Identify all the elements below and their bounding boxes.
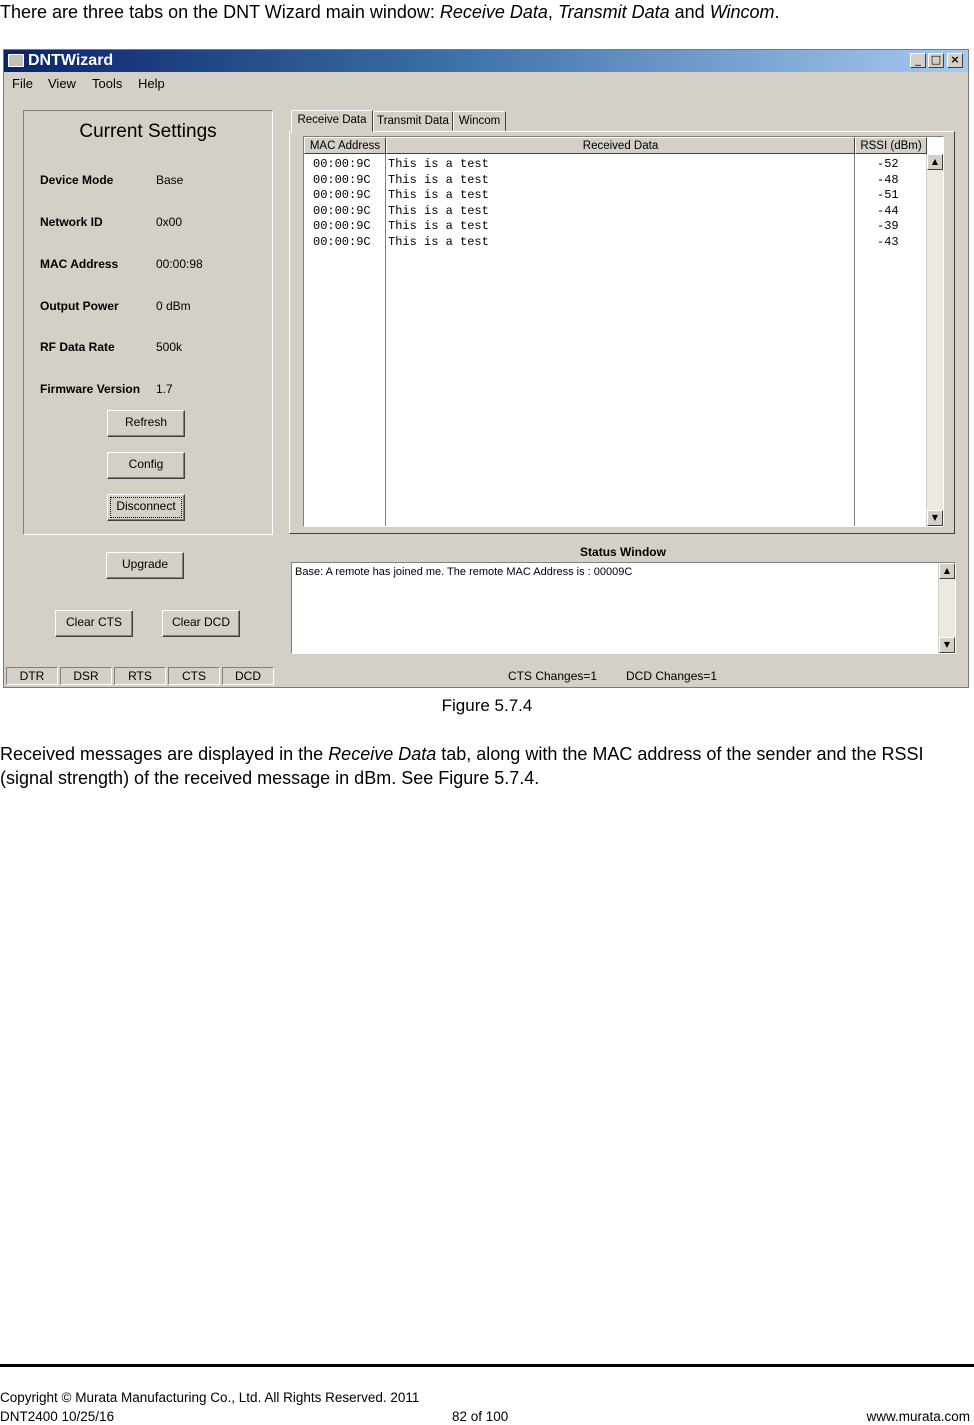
cell-data: This is a test — [388, 203, 489, 218]
tab-receive-data[interactable]: Receive Data — [291, 110, 373, 132]
status-message: Base: A remote has joined me. The remote MAC Address is : 00009C — [295, 566, 633, 578]
setting-value: 1.7 — [156, 382, 173, 396]
dcd-changes-count: DCD Changes=1 — [626, 669, 718, 683]
signal-dcd: DCD — [222, 667, 274, 685]
settings-title: Current Settings — [79, 121, 217, 142]
menu-view[interactable]: View — [48, 76, 76, 91]
intro-text: There are three tabs on the DNT Wizard main window: — [0, 2, 440, 22]
window-title: DNTWizard — [28, 52, 114, 69]
cell-data: This is a test — [388, 157, 489, 171]
tab-transmit-data[interactable]: Transmit Data — [373, 111, 453, 131]
column-divider — [854, 154, 855, 526]
received-data-list[interactable] — [303, 136, 944, 527]
tab-wincom[interactable]: Wincom — [453, 111, 506, 131]
menu-bar — [4, 72, 968, 94]
scroll-up-icon[interactable]: ▲ — [927, 154, 943, 170]
cell-data: This is a test — [388, 234, 489, 249]
intro-tab1: Receive Data — [439, 2, 548, 22]
column-header-mac-address[interactable]: MAC Address — [304, 137, 386, 154]
column-divider — [385, 154, 386, 526]
cell-mac: 00:00:9C — [313, 172, 371, 187]
intro-tab2: Transmit Data — [557, 2, 670, 22]
setting-label: Output Power — [40, 299, 119, 313]
cell-rssi: -52 — [877, 157, 899, 171]
status-window[interactable] — [291, 562, 956, 654]
setting-label: MAC Address — [40, 257, 119, 271]
list-scrollbar[interactable] — [926, 154, 943, 526]
signal-cts: CTS — [168, 667, 220, 685]
config-button[interactable]: Config — [107, 452, 185, 479]
setting-label: RF Data Rate — [40, 340, 115, 354]
menu-tools[interactable]: Tools — [92, 76, 123, 91]
intro-and: and — [669, 2, 710, 22]
refresh-button[interactable]: Refresh — [107, 410, 185, 437]
body-tab: Receive Data — [328, 744, 437, 764]
cell-mac: 00:00:9C — [313, 219, 371, 233]
body-text: Received messages are displayed in the — [0, 744, 329, 764]
cell-mac: 00:00:9C — [313, 157, 371, 171]
cell-data: This is a test — [388, 172, 489, 187]
menu-help[interactable]: Help — [138, 76, 165, 91]
intro-paragraph — [0, 0, 974, 24]
dntwizard-window — [3, 49, 969, 688]
title-bar[interactable] — [4, 50, 968, 72]
status-bar — [4, 665, 968, 687]
setting-label: Device Mode — [40, 173, 114, 187]
intro-tab3: Wincom — [709, 2, 775, 22]
disconnect-button[interactable]: Disconnect — [107, 494, 185, 521]
cell-rssi: -48 — [877, 172, 899, 187]
footer-url[interactable]: www.murata.com — [866, 1409, 970, 1424]
cell-rssi: -44 — [877, 203, 899, 218]
signal-rts: RTS — [114, 667, 166, 685]
footer-doc-id: DNT2400 10/25/16 — [0, 1409, 115, 1424]
maximize-button[interactable]: □ — [928, 53, 944, 68]
body-text-rest: tab, along with the MAC address of the sender and the RSSI (signal strength) of the received message in dBm. See Figure 5.7.4. — [0, 744, 924, 788]
current-settings-panel — [23, 110, 273, 535]
cell-rssi: -39 — [877, 219, 899, 233]
footer-copyright: Copyright © Murata Manufacturing Co., Ltd. All Rights Reserved. 2011 — [0, 1390, 420, 1405]
setting-value: 00:00:98 — [156, 257, 203, 271]
upgrade-button[interactable]: Upgrade — [106, 552, 184, 579]
setting-label: Network ID — [40, 215, 103, 229]
signal-dtr: DTR — [6, 667, 58, 685]
setting-value: Base — [156, 173, 184, 187]
intro-sep: , — [547, 2, 558, 22]
cell-rssi: -43 — [877, 234, 899, 249]
scroll-down-icon[interactable]: ▼ — [927, 510, 943, 526]
setting-value: 500k — [156, 340, 183, 354]
scroll-up-icon[interactable]: ▲ — [939, 563, 955, 579]
cell-data: This is a test — [388, 188, 489, 202]
cts-changes-count: CTS Changes=1 — [508, 669, 598, 683]
intro-end: . — [774, 2, 780, 22]
scroll-down-icon[interactable]: ▼ — [939, 637, 955, 653]
cell-mac: 00:00:9C — [313, 234, 371, 249]
cell-data: This is a test — [388, 219, 489, 233]
column-header-rssi[interactable]: RSSI (dBm) — [855, 137, 927, 154]
setting-value: 0x00 — [156, 215, 183, 229]
minimize-button[interactable]: _ — [910, 53, 926, 68]
figure-caption: Figure 5.7.4 — [441, 696, 533, 715]
body-paragraph — [0, 742, 960, 790]
setting-label: Firmware Version — [40, 382, 141, 396]
menu-file[interactable]: File — [12, 76, 33, 91]
signal-dsr: DSR — [60, 667, 112, 685]
close-button[interactable]: × — [947, 53, 963, 68]
footer-divider — [0, 1364, 974, 1367]
footer-page-number: 82 of 100 — [452, 1409, 509, 1424]
setting-value: 0 dBm — [156, 299, 191, 313]
app-icon — [8, 54, 24, 67]
status-scrollbar[interactable] — [938, 563, 955, 653]
cell-mac: 00:00:9C — [313, 188, 371, 202]
status-window-title: Status Window — [580, 545, 666, 559]
cell-rssi: -51 — [877, 188, 899, 202]
cell-mac: 00:00:9C — [313, 203, 371, 218]
column-header-received-data[interactable]: Received Data — [386, 137, 855, 154]
clear-dcd-button[interactable]: Clear DCD — [162, 610, 240, 637]
clear-cts-button[interactable]: Clear CTS — [55, 610, 133, 637]
